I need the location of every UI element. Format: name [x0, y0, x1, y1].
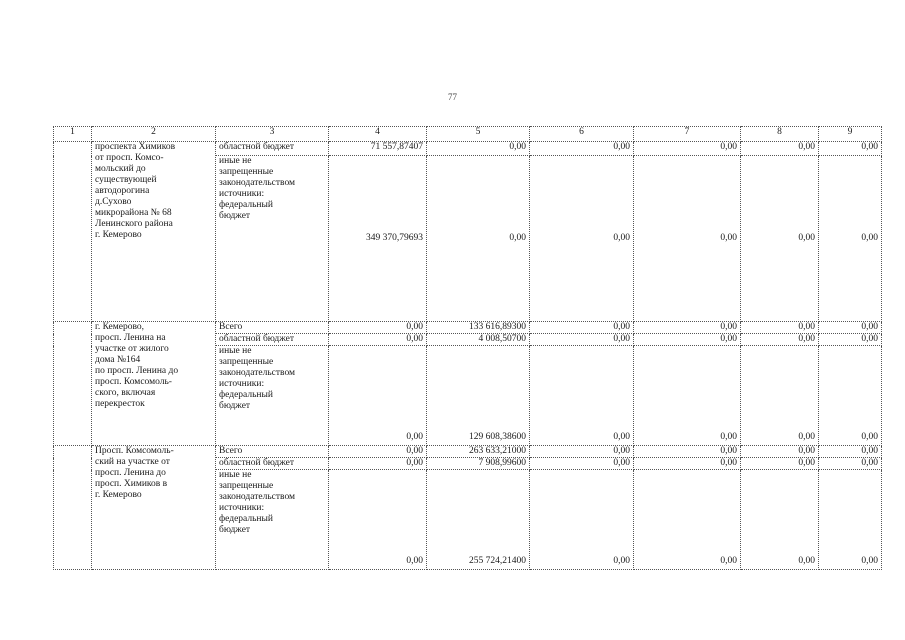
value-cell: 0,00: [819, 346, 882, 446]
object-title: проспекта Химиков от просп. Комсо- мольский до существующей автодорогина д.Сухово микрорайона № 68 Ленинского района г. Кемерово: [92, 142, 216, 322]
value-cell: 0,00: [634, 156, 741, 322]
header-cell: 5: [427, 127, 530, 142]
section-number-cell: [54, 322, 92, 446]
value-cell: 0,00: [329, 346, 427, 446]
value-cell: 0,00: [329, 334, 427, 346]
value-cell: 7 908,99600: [427, 458, 530, 470]
value-cell: 0,00: [427, 156, 530, 322]
value-cell: 0,00: [634, 446, 741, 458]
budget-table: [53, 126, 882, 570]
funding-source: областной бюджет: [216, 142, 329, 156]
value-cell: 0,00: [741, 470, 819, 570]
value-cell: 0,00: [634, 334, 741, 346]
funding-source: иные не запрещенные законодательством источники: федеральный бюджет: [216, 346, 329, 446]
value-cell: 0,00: [741, 322, 819, 334]
value-cell: 0,00: [741, 458, 819, 470]
value-cell: 0,00: [741, 346, 819, 446]
header-cell: 6: [530, 127, 634, 142]
value-cell: 0,00: [530, 470, 634, 570]
header-cell: 4: [329, 127, 427, 142]
value-cell: 133 616,89300: [427, 322, 530, 334]
table-row: [54, 142, 882, 156]
value-cell: 0,00: [819, 470, 882, 570]
value-cell: 0,00: [530, 458, 634, 470]
value-cell: 71 557,87407: [329, 142, 427, 156]
funding-source: областной бюджет: [216, 458, 329, 470]
header-cell: 3: [216, 127, 329, 142]
funding-source: областной бюджет: [216, 334, 329, 346]
value-cell: 0,00: [634, 470, 741, 570]
value-cell: 0,00: [530, 346, 634, 446]
funding-source: Всего: [216, 446, 329, 458]
value-cell: 0,00: [329, 470, 427, 570]
funding-source: иные не запрещенные законодательством источники: федеральный бюджет: [216, 156, 329, 322]
value-cell: 0,00: [530, 156, 634, 322]
value-cell: 0,00: [634, 458, 741, 470]
value-cell: 0,00: [530, 334, 634, 346]
value-cell: 4 008,50700: [427, 334, 530, 346]
value-cell: 0,00: [634, 322, 741, 334]
page-number: 77: [448, 92, 457, 102]
header-cell: 8: [741, 127, 819, 142]
object-title: г. Кемерово, просп. Ленина на участке от жилого дома №164 по просп. Ленина до просп. Комсомоль- ского, включая перекресток: [92, 322, 216, 446]
header-cell: 7: [634, 127, 741, 142]
value-cell: 0,00: [819, 322, 882, 334]
value-cell: 0,00: [741, 446, 819, 458]
funding-source: иные не запрещенные законодательством источники: федеральный бюджет: [216, 470, 329, 570]
section-number-cell: [54, 446, 92, 570]
value-cell: 349 370,79693: [329, 156, 427, 322]
table-row: [54, 322, 882, 334]
value-cell: 0,00: [819, 334, 882, 346]
header-row: [54, 127, 882, 142]
value-cell: 0,00: [530, 142, 634, 156]
value-cell: 0,00: [634, 346, 741, 446]
value-cell: 0,00: [329, 322, 427, 334]
value-cell: 0,00: [329, 458, 427, 470]
object-title: Просп. Комсомоль- ский на участке от просп. Ленина до просп. Химиков в г. Кемерово: [92, 446, 216, 570]
section-number-cell: [54, 142, 92, 322]
table-row: [54, 446, 882, 458]
value-cell: 0,00: [530, 322, 634, 334]
value-cell: 263 633,21000: [427, 446, 530, 458]
header-cell: 9: [819, 127, 882, 142]
value-cell: 0,00: [329, 446, 427, 458]
funding-source: Всего: [216, 322, 329, 334]
value-cell: 0,00: [819, 446, 882, 458]
header-cell: 2: [92, 127, 216, 142]
value-cell: 0,00: [741, 334, 819, 346]
value-cell: 0,00: [530, 446, 634, 458]
value-cell: 0,00: [819, 458, 882, 470]
value-cell: 0,00: [634, 142, 741, 156]
header-cell: 1: [54, 127, 92, 142]
value-cell: 0,00: [819, 142, 882, 156]
value-cell: 255 724,21400: [427, 470, 530, 570]
value-cell: 0,00: [741, 142, 819, 156]
value-cell: 0,00: [741, 156, 819, 322]
value-cell: 129 608,38600: [427, 346, 530, 446]
value-cell: 0,00: [819, 156, 882, 322]
value-cell: 0,00: [427, 142, 530, 156]
